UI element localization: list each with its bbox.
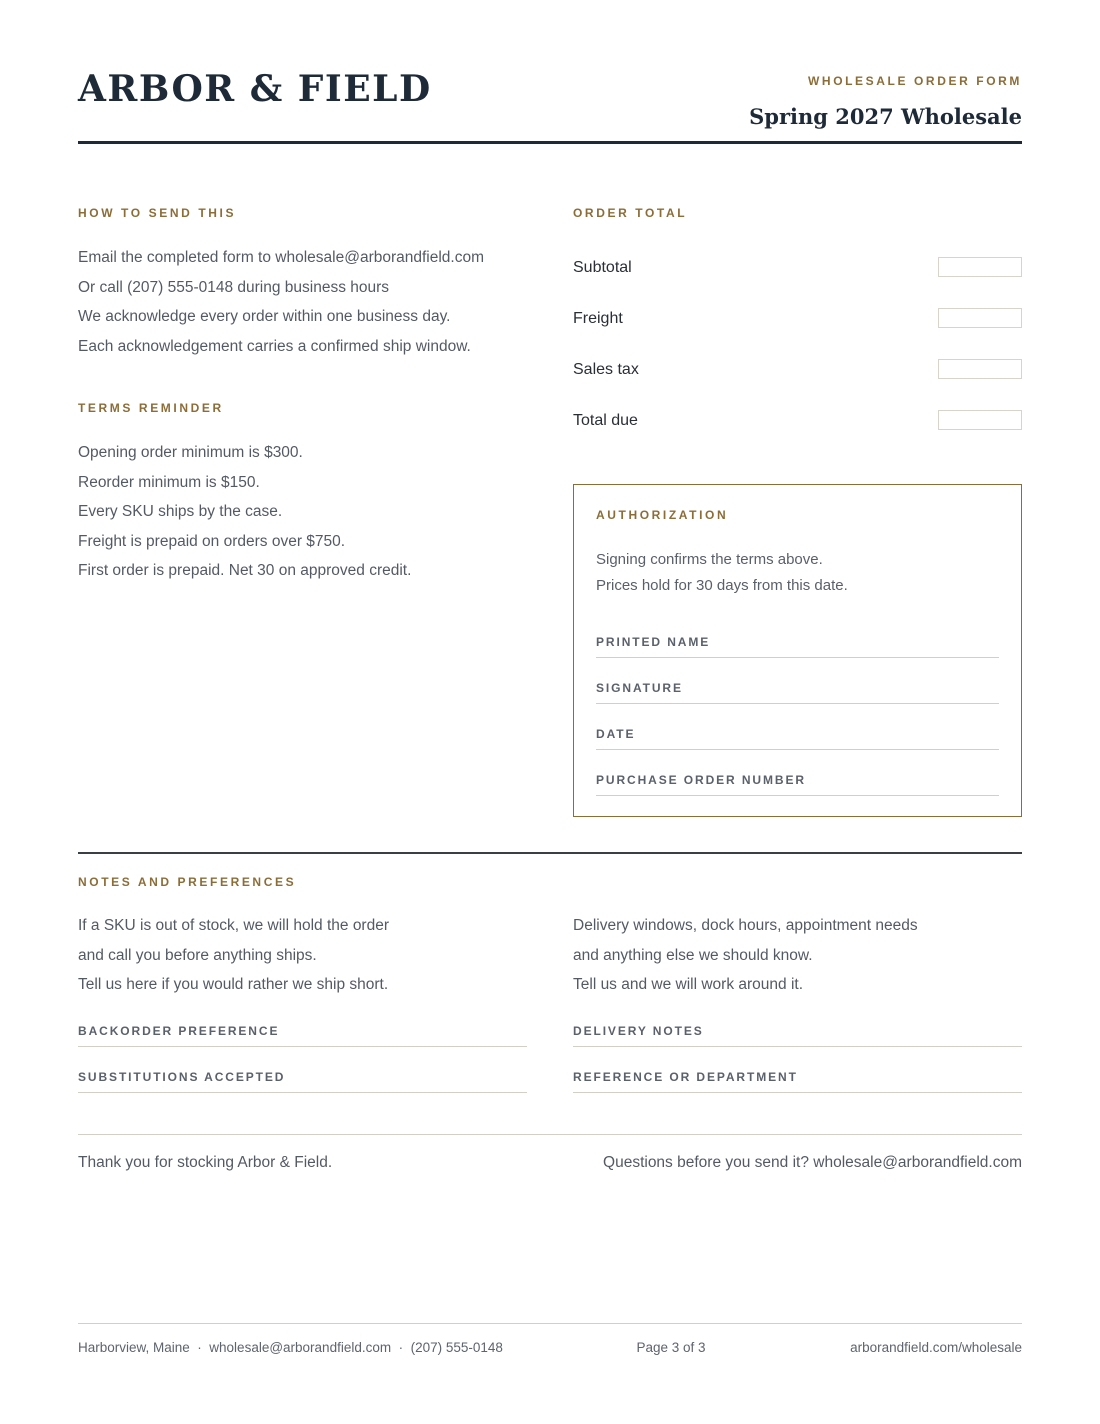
notes-right-line: Tell us and we will work around it. <box>573 976 804 994</box>
notes-left-line: and call you before anything ships. <box>78 946 317 964</box>
terms-text <box>78 438 411 586</box>
terms-line: First order is prepaid. Net 30 on approved credit. <box>78 562 412 580</box>
notes-left-text <box>78 911 389 1000</box>
subtotal-label: Subtotal <box>573 259 632 276</box>
how-to-send-text <box>78 243 484 361</box>
closing-questions: Questions before you send it? wholesale@arborandfield.com <box>603 1154 1022 1171</box>
purchase-order-number-label: PURCHASE ORDER NUMBER <box>596 773 806 787</box>
notes-left-line: If a SKU is out of stock, we will hold the order <box>78 917 389 934</box>
sales-tax-label: Sales tax <box>573 361 639 378</box>
notes-right-text <box>573 911 918 1000</box>
substitutions-accepted-label: SUBSTITUTIONS ACCEPTED <box>78 1070 286 1084</box>
backorder-preference-label: BACKORDER PREFERENCE <box>78 1024 280 1038</box>
sales-tax-row <box>573 358 1022 382</box>
authorization-line: Prices hold for 30 days from this date. <box>596 577 848 594</box>
signature-label: SIGNATURE <box>596 681 683 695</box>
delivery-notes-field[interactable] <box>573 1021 1022 1047</box>
how-to-send-line: We acknowledge every order within one business day. <box>78 308 451 326</box>
terms-line: Opening order minimum is $300. <box>78 444 303 461</box>
authorization-line: Signing confirms the terms above. <box>596 551 823 568</box>
closing-thanks: Thank you for stocking Arbor & Field. <box>78 1154 333 1171</box>
section-divider <box>78 852 1022 854</box>
sales-tax-input[interactable] <box>938 359 1022 379</box>
terms-heading: TERMS REMINDER <box>78 401 224 415</box>
order-total-heading: ORDER TOTAL <box>573 206 688 220</box>
notes-right-line: and anything else we should know. <box>573 946 813 964</box>
notes-heading: NOTES AND PREFERENCES <box>78 875 297 889</box>
terms-line: Reorder minimum is $150. <box>78 473 260 491</box>
header-divider <box>78 141 1022 144</box>
freight-label: Freight <box>573 310 623 327</box>
how-to-send-line: Email the completed form to wholesale@arborandfield.com <box>78 249 485 266</box>
footer-url[interactable]: arborandfield.com/wholesale <box>850 1340 1022 1355</box>
substitutions-accepted-field[interactable] <box>78 1067 527 1093</box>
reference-or-department-label: REFERENCE OR DEPARTMENT <box>573 1070 798 1084</box>
footer-divider <box>78 1323 1022 1324</box>
delivery-notes-label: DELIVERY NOTES <box>573 1024 704 1038</box>
date-field[interactable] <box>596 724 999 750</box>
footer-page-number: Page 3 of 3 <box>636 1340 706 1355</box>
total-due-row <box>573 409 1022 433</box>
closing-divider <box>78 1134 1022 1135</box>
terms-line: Freight is prepaid on orders over $750. <box>78 532 346 550</box>
total-due-input[interactable] <box>938 410 1022 430</box>
subtotal-input[interactable] <box>938 257 1022 277</box>
backorder-preference-field[interactable] <box>78 1021 527 1047</box>
form-type-label: WHOLESALE ORDER FORM <box>808 74 1022 88</box>
authorization-text <box>596 547 848 599</box>
form-title: Spring 2027 Wholesale <box>749 104 1022 129</box>
terms-line: Every SKU ships by the case. <box>78 503 283 521</box>
how-to-send-line: Or call (207) 555-0148 during business hours <box>78 278 390 296</box>
authorization-box <box>573 484 1022 817</box>
subtotal-row <box>573 256 1022 280</box>
freight-input[interactable] <box>938 308 1022 328</box>
brand-wordmark: ARBOR & FIELD <box>78 68 432 110</box>
purchase-order-number-field[interactable] <box>596 770 999 796</box>
notes-right-line: Delivery windows, dock hours, appointment needs <box>573 917 918 934</box>
footer-contact: Harborview, Maine · wholesale@arborandfield.com · (207) 555-0148 <box>78 1340 503 1355</box>
signature-field[interactable] <box>596 678 999 704</box>
total-due-label: Total due <box>573 412 638 429</box>
reference-or-department-field[interactable] <box>573 1067 1022 1093</box>
authorization-heading: AUTHORIZATION <box>596 508 729 522</box>
notes-left-line: Tell us here if you would rather we ship short. <box>78 976 389 994</box>
how-to-send-heading: HOW TO SEND THIS <box>78 206 237 220</box>
how-to-send-line: Each acknowledgement carries a confirmed ship window. <box>78 337 471 355</box>
freight-row <box>573 307 1022 331</box>
date-label: DATE <box>596 727 636 741</box>
printed-name-label: PRINTED NAME <box>596 635 711 649</box>
printed-name-field[interactable] <box>596 632 999 658</box>
